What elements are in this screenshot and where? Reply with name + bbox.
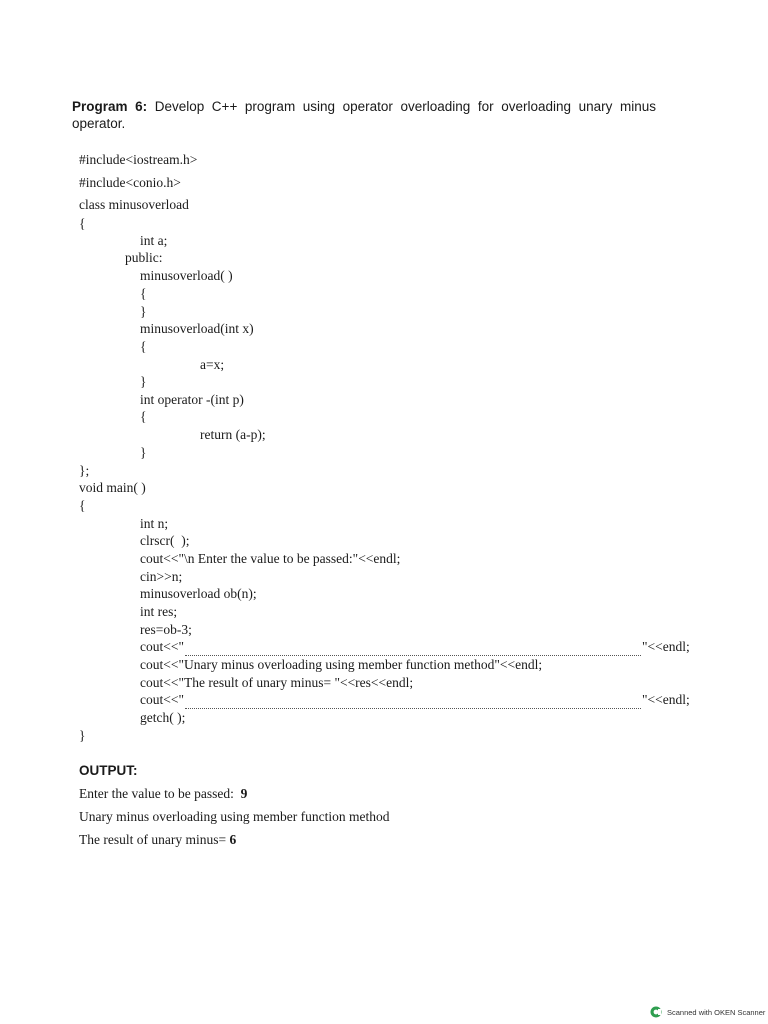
code-line: { xyxy=(79,498,86,513)
program-description: Develop C++ program using operator overloading for overloading unary minus operator. xyxy=(72,99,656,131)
program-label: Program 6: xyxy=(72,99,148,114)
output-line xyxy=(79,831,236,849)
output-value: 9 xyxy=(240,786,248,801)
code-line: class minusoverload xyxy=(79,197,189,212)
code-fragment: "<<endl; xyxy=(641,639,690,654)
code-line: { xyxy=(79,216,86,231)
dotted-leader xyxy=(185,696,641,709)
code-line: getch( ); xyxy=(140,710,186,725)
output-line xyxy=(79,785,247,803)
code-line: minusoverload ob(n); xyxy=(140,586,257,601)
code-line: void main( ) xyxy=(79,480,146,495)
code-line: clrscr( ); xyxy=(140,533,190,548)
code-line: #include<iostream.h> xyxy=(79,152,198,167)
code-line: cout<<"\n Enter the value to be passed:"<<endl; xyxy=(140,551,401,566)
code-line: cout<<"The result of unary minus= "<<res<<endl; xyxy=(140,675,414,690)
code-line: { xyxy=(140,409,147,424)
code-line: cout<<"Unary minus overloading using member function method"<<endl; xyxy=(140,657,543,672)
code-line: public: xyxy=(125,250,163,265)
code-line: #include<conio.h> xyxy=(79,175,181,190)
code-fragment: cout<<" xyxy=(140,692,184,707)
output-line xyxy=(79,808,389,826)
output-text: Enter the value to be passed: xyxy=(79,786,241,801)
code-line: cin>>n; xyxy=(140,569,183,584)
oken-scanner-logo-icon xyxy=(650,1006,662,1018)
scanner-watermark xyxy=(650,1006,765,1018)
code-line: a=x; xyxy=(200,357,225,372)
code-line: minusoverload( ) xyxy=(140,268,233,283)
code-line: int a; xyxy=(140,233,168,248)
dotted-leader xyxy=(185,643,641,656)
code-line: { xyxy=(140,286,147,301)
program-heading xyxy=(72,98,656,132)
code-line: } xyxy=(140,304,147,319)
code-line: int n; xyxy=(140,516,169,531)
code-line: { xyxy=(140,339,147,354)
output-value: 6 xyxy=(229,832,237,847)
code-line: }; xyxy=(79,463,90,478)
code-fragment: "<<endl; xyxy=(641,692,690,707)
code-line-dotted xyxy=(140,638,690,656)
code-line: } xyxy=(140,445,147,460)
code-line: res=ob-3; xyxy=(140,622,192,637)
code-line-dotted xyxy=(140,691,690,709)
code-line: return (a-p); xyxy=(200,427,266,442)
output-text: Unary minus overloading using member function method xyxy=(79,809,390,824)
code-line: minusoverload(int x) xyxy=(140,321,254,336)
code-line: } xyxy=(140,374,147,389)
output-text: The result of unary minus= xyxy=(79,832,230,847)
output-heading: OUTPUT: xyxy=(79,763,138,778)
code-line: int res; xyxy=(140,604,178,619)
code-fragment: cout<<" xyxy=(140,639,184,654)
scanner-text: Scanned with OKEN Scanner xyxy=(667,1007,766,1017)
code-line: } xyxy=(79,728,86,743)
code-line: int operator -(int p) xyxy=(140,392,244,407)
